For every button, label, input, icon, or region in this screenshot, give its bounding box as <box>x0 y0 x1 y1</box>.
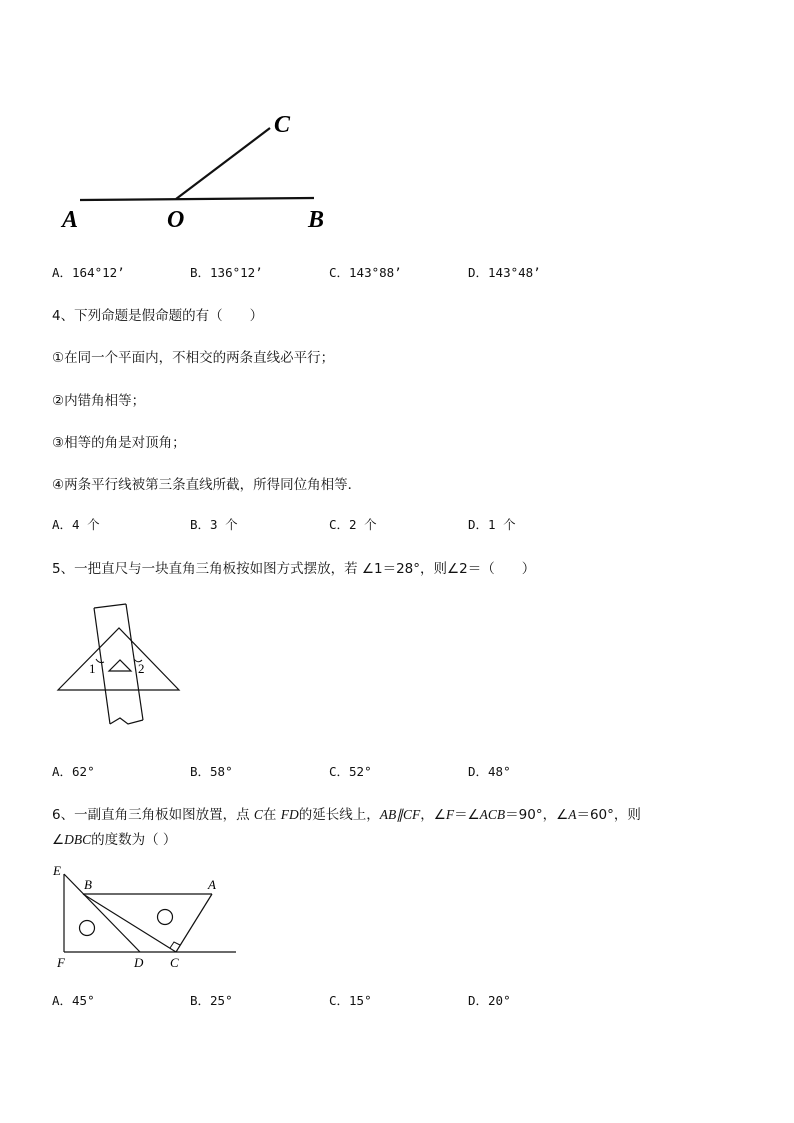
q6-stem-text: ＝∠ <box>454 807 480 823</box>
set-squares-figure <box>50 860 250 975</box>
q4-item-4: ④两条平行线被第三条直线所截，所得同位角相等． <box>52 477 362 493</box>
angle-1-label: 1 <box>89 661 96 676</box>
ruler-triangle-figure <box>52 600 192 740</box>
q6-stem-text: ＝60°，则 <box>576 807 641 823</box>
q6-option-a: A．45° <box>52 993 95 1008</box>
angle-2-label: 2 <box>138 661 145 676</box>
label-c: C <box>274 112 291 138</box>
q4-item-3: ③相等的角是对顶角； <box>52 435 186 451</box>
label-a: A <box>208 877 216 892</box>
q6-stem-line-1 <box>52 803 641 823</box>
q4-option-c: C．2 个 <box>329 517 377 532</box>
line-ac <box>176 894 212 952</box>
q4-option-a: A．4 个 <box>52 517 100 532</box>
label-c: C <box>170 955 179 970</box>
label-b: B <box>308 207 325 233</box>
line-ab <box>80 198 314 200</box>
q5-option-a: A．62° <box>52 764 95 779</box>
q6-var-a: A <box>568 807 577 822</box>
label-a: A <box>62 207 79 233</box>
q6-stem-text: ＝90°，∠ <box>505 807 569 823</box>
label-e: E <box>53 863 61 878</box>
q6-option-d: D．20° <box>468 993 511 1008</box>
ruler-broken-end <box>110 718 143 724</box>
line-ed <box>64 874 140 952</box>
q6-stem-line-2 <box>52 828 176 848</box>
q6-var-dbc: DBC <box>64 832 92 847</box>
circle-left <box>80 921 95 936</box>
q6-stem-text: 在 <box>262 807 281 823</box>
q6-var-acb: ACB <box>479 807 506 822</box>
label-b: B <box>84 877 92 892</box>
label-d: D <box>134 955 144 970</box>
inner-triangle <box>109 660 131 671</box>
q6-stem-text: ，∠ <box>420 807 446 823</box>
q4-option-b: B．3 个 <box>190 517 238 532</box>
ruler-top-edge <box>94 604 126 608</box>
q6-stem-text: ∠ <box>52 832 65 848</box>
ray-oc <box>176 128 270 199</box>
q3-option-c: C．143°88’ <box>329 265 402 280</box>
q4-item-2: ②内错角相等； <box>52 393 146 409</box>
q6-var-fd: FD <box>280 807 299 822</box>
angle-1-arc <box>96 659 104 663</box>
q6-option-c: C．15° <box>329 993 372 1008</box>
q6-var-abcf: AB∥CF <box>379 807 421 822</box>
line-bc <box>83 894 176 952</box>
q4-option-d: D．1 个 <box>468 517 516 532</box>
q3-option-d: D．143°48’ <box>468 265 541 280</box>
q5-option-d: D．48° <box>468 764 511 779</box>
label-f: F <box>57 955 65 970</box>
angle-figure-aoc <box>52 100 372 250</box>
q5-option-c: C．52° <box>329 764 372 779</box>
label-o: O <box>167 207 185 233</box>
q6-option-b: B．25° <box>190 993 233 1008</box>
q6-stem-text: 的度数为（ ） <box>91 832 177 848</box>
q5-option-b: B．58° <box>190 764 233 779</box>
circle-right <box>158 910 173 925</box>
q6-stem-text: 的延长线上， <box>298 807 380 823</box>
set-square-triangle <box>58 628 179 690</box>
q3-option-b: B．136°12’ <box>190 265 263 280</box>
q4-stem: 4、下列命题是假命题的有（ ） <box>52 308 264 324</box>
q6-stem-text: 6、一副直角三角板如图放置，点 <box>52 807 254 823</box>
q3-option-a: A．164°12’ <box>52 265 125 280</box>
q6-var-f: F <box>445 807 455 822</box>
ruler-left-edge <box>94 608 110 724</box>
q4-item-1: ①在同一个平面内，不相交的两条直线必平行； <box>52 350 335 366</box>
q5-stem: 5、一把直尺与一块直角三角板按如图方式摆放，若 ∠1＝28°，则∠2＝（ ） <box>52 561 536 577</box>
q6-var-c: C <box>253 807 263 822</box>
